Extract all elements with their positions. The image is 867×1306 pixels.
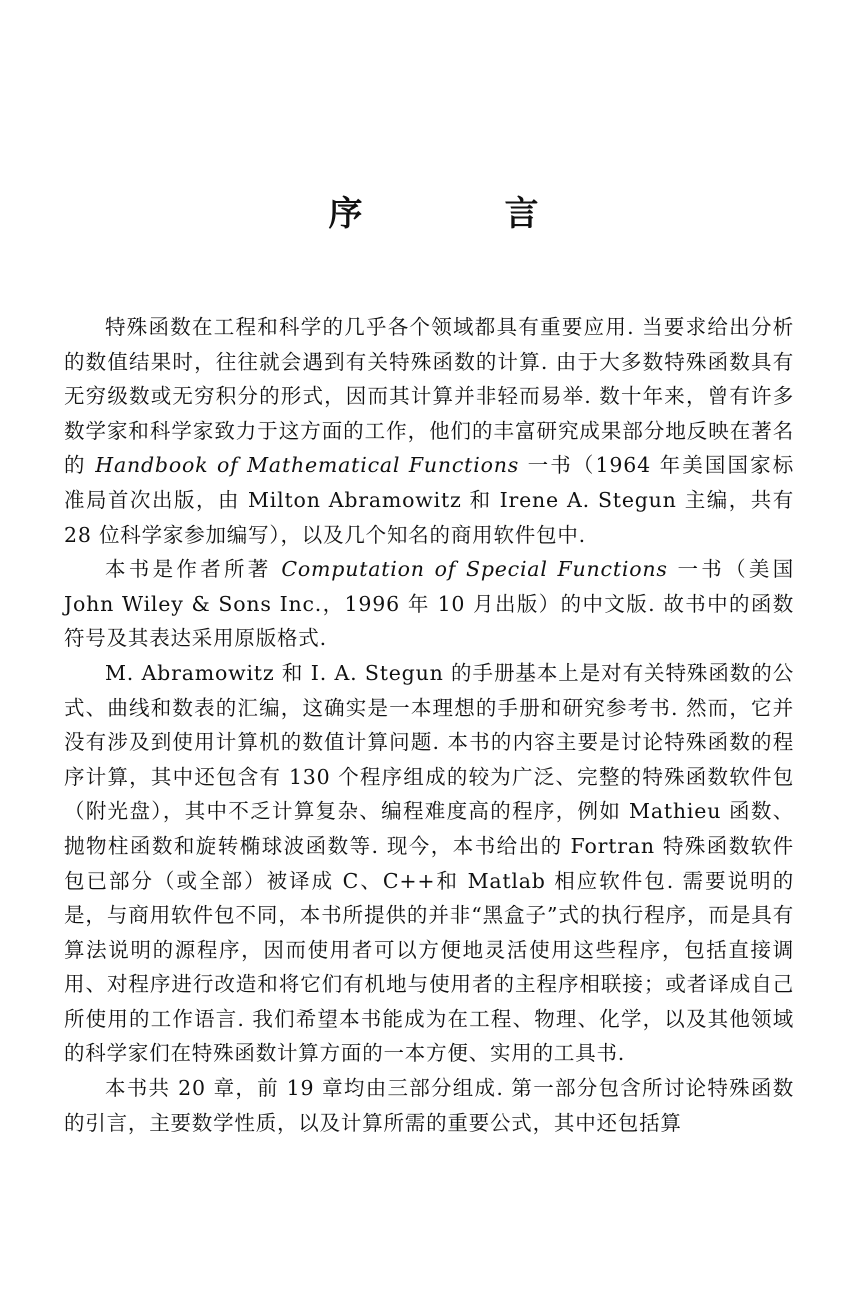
paragraph-2-text-b: 一书（美国 John Wiley & Sons Inc.，1996 年 10 月出版）的中文版. 故书中的函数符号及其表达采用原版格式.: [64, 557, 794, 651]
paragraph-2-text-a: 本书是作者所著: [105, 557, 282, 582]
paragraph-1-text-a: 特殊函数在工程和科学的几乎各个领域都具有重要应用. 当要求给出分析的数值结果时，往往就会遇到有关特殊函数的计算. 由于大多数特殊函数具有无穷级数或无穷积分的形式，因而其计算并非轻而易举. 数十年来，曾有许多数学家和科学家致力于这方面的工作，他们的丰富研究成果部分地反映在著名的: [64, 315, 794, 478]
paragraph-3: M. Abramowitz 和 I. A. Stegun 的手册基本上是对有关特殊函数的公式、曲线和数表的汇编，这确实是一本理想的手册和研究参考书. 然而，它并没有涉及到使用计算机的数值计算问题. 本书的内容主要是讨论特殊函数的程序计算，其中还包含有 130 个程序组成的较为广泛、完整的特殊函数软件包（附光盘），其中不乏计算复杂、编程难度高的程序，例如 Mathieu 函数、抛物柱函数和旋转椭球波函数等. 现今，本书给出的 Fortran 特殊函数软件包已部分（或全部）被译成 C、C++和 Matlab 相应软件包. 需要说明的是，与商用软件包不同，本书所提供的并非“黑盒子”式的执行程序，而是具有算法说明的源程序，因而使用者可以方便地灵活使用这些程序，包括直接调用、对程序进行改造和将它们有机地与使用者的主程序相联接；或者译成自己所使用的工作语言. 我们希望本书能成为在工程、物理、化学，以及其他领域的科学家们在特殊函数计算方面的一本方便、实用的工具书.: [64, 660, 794, 1066]
paragraph-4: 本书共 20 章，前 19 章均由三部分组成. 第一部分包含所讨论特殊函数的引言，主要数学性质，以及计算所需的重要公式，其中还包括算: [64, 1076, 794, 1135]
preface-body: [64, 310, 794, 1140]
paragraph-1: [64, 310, 794, 552]
paragraph-1-text-b: 一书（1964 年美国国家标准局首次出版，由 Milton Abramowitz 和 Irene A. Stegun 主编，共有 28 位科学家参加编写），以及几个知名的商用软件包中.: [64, 453, 794, 547]
book-title: Computation of Special Functions: [281, 557, 668, 582]
handbook-title: Handbook of Mathematical Functions: [95, 453, 520, 478]
page-title: 序 言: [328, 194, 593, 234]
paragraph-2: [64, 552, 794, 656]
